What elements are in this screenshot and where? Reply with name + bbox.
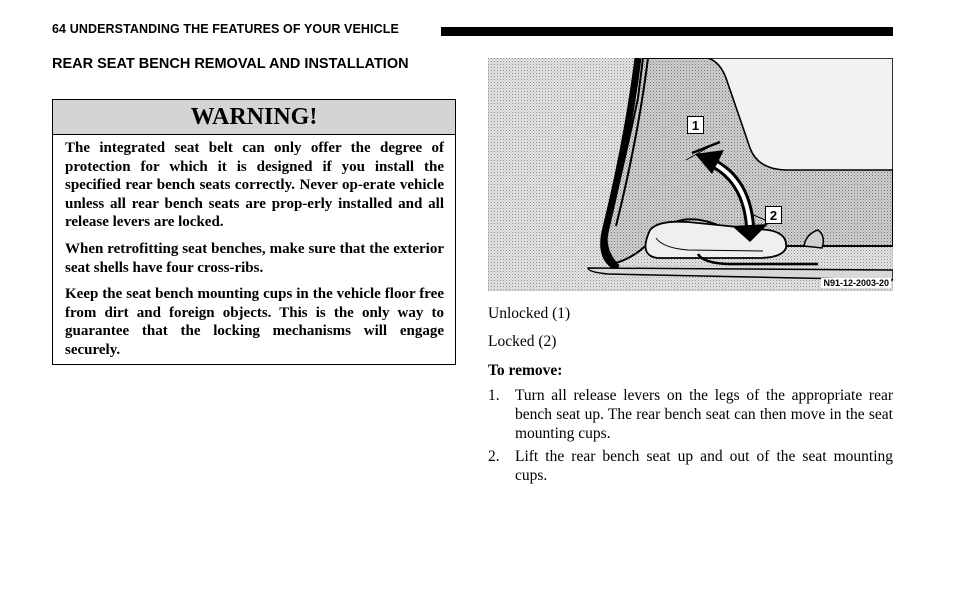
seat-illustration-graphic — [488, 58, 893, 291]
callout-label-1: 1 — [687, 116, 704, 134]
list-item — [488, 447, 893, 485]
step-text: Turn all release levers on the legs of the appropriate rear bench seat up. The rear bench seat can then move in the seat mounting cups. — [515, 387, 893, 442]
header-rule — [441, 27, 893, 36]
section-title: REAR SEAT BENCH REMOVAL AND INSTALLATION — [52, 56, 409, 72]
removal-steps — [488, 386, 893, 489]
page-number: 64 — [52, 22, 67, 36]
list-item — [488, 386, 893, 443]
step-text: Lift the rear bench seat up and out of the seat mounting cups. — [515, 448, 893, 484]
caption-locked: Locked (2) — [488, 333, 557, 350]
warning-body — [53, 135, 455, 360]
warning-box — [52, 99, 456, 365]
step-number: 1. — [488, 387, 500, 404]
warning-heading: WARNING! — [53, 100, 455, 135]
warning-paragraph: The integrated seat belt can only offer the degree of protection for which it is designed if you install the specified rear bench seats correctly. Never op-erate vehicle unless all rear bench seats are prop-erly installed and all release levers are locked. — [65, 140, 444, 231]
warning-paragraph: Keep the seat bench mounting cups in the vehicle floor free from dirt and foreign objects. This is the only way to guarantee that the locking mechanisms will engage securely. — [65, 286, 444, 358]
seat-lever-illustration — [488, 58, 893, 291]
running-header — [52, 22, 399, 36]
warning-paragraph: When retrofitting seat benches, make sure that the exterior seat shells have four cross-ribs. — [65, 240, 444, 276]
chapter-title: UNDERSTANDING THE FEATURES OF YOUR VEHICLE — [69, 22, 399, 36]
figure-code: N91-12-2003-20 — [823, 278, 889, 288]
caption-unlocked: Unlocked (1) — [488, 305, 571, 322]
step-number: 2. — [488, 448, 500, 465]
removal-heading: To remove: — [488, 362, 563, 379]
callout-label-2: 2 — [765, 206, 782, 224]
